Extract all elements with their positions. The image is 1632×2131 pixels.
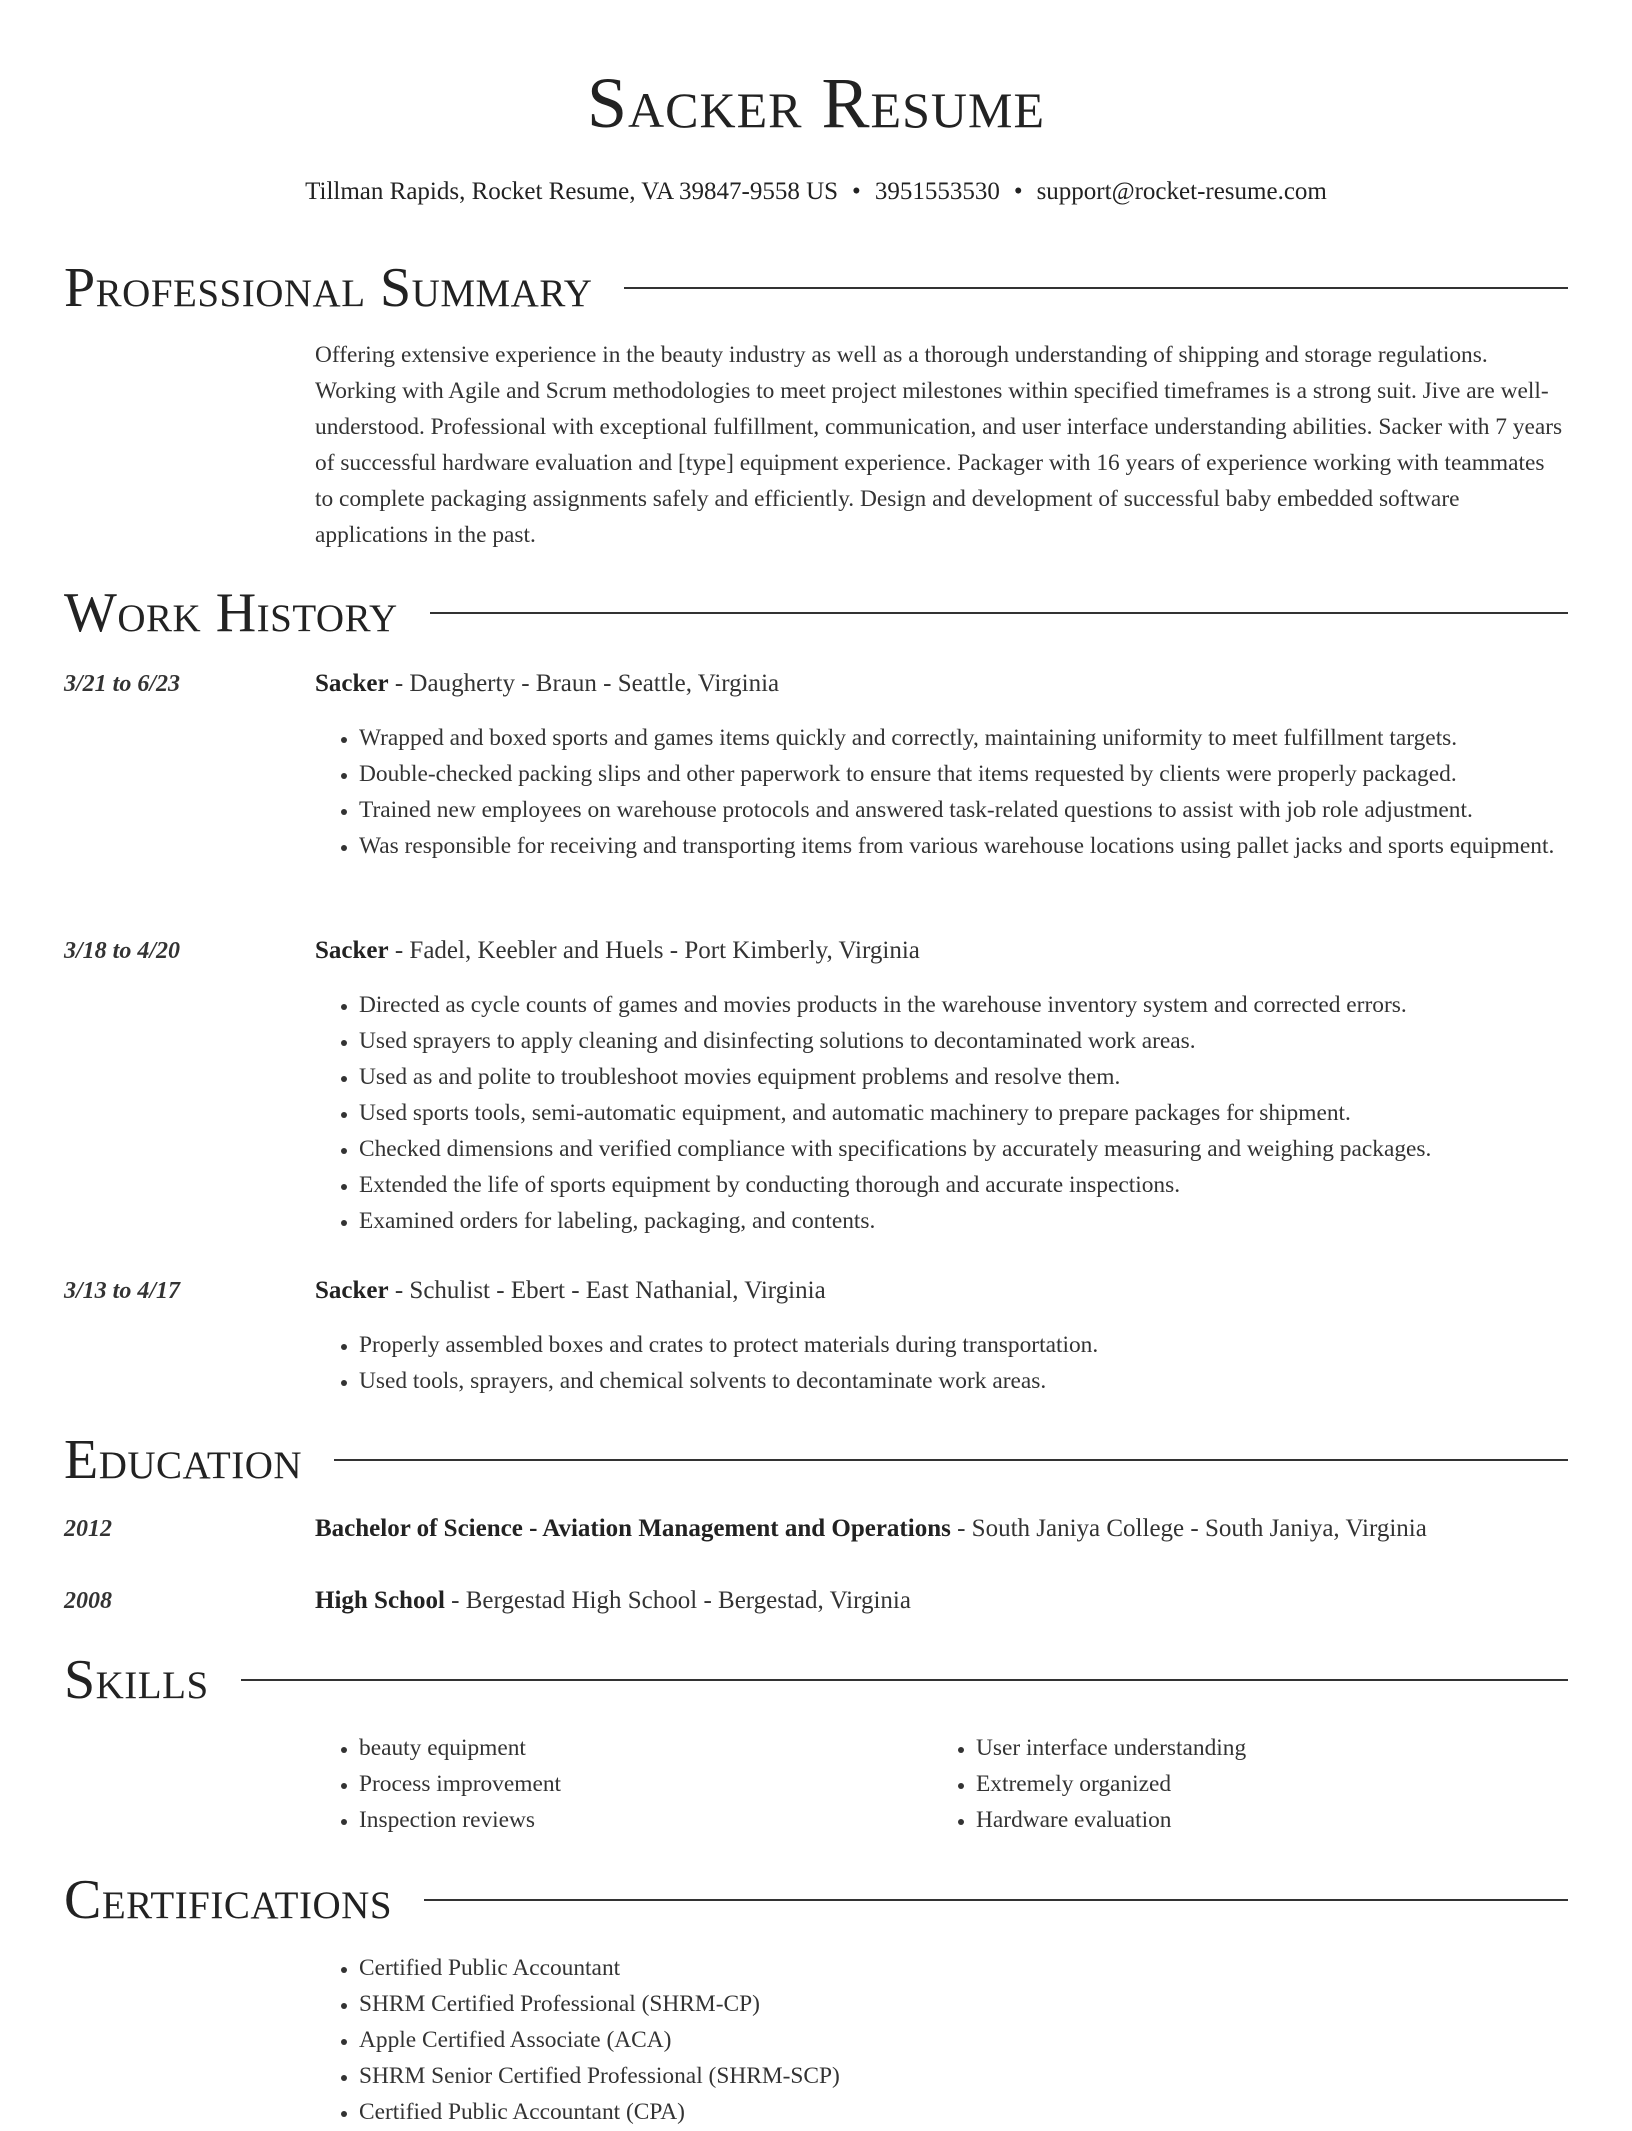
education-entry — [315, 1513, 1568, 1545]
job-details: - Fadel, Keebler and Huels - Port Kimberly, Virginia — [388, 937, 920, 964]
skill-item: • beauty equipment — [359, 1730, 959, 1766]
job-bullets — [315, 987, 1612, 1239]
list-item: • Examined orders for labeling, packaging, and contents. — [359, 1203, 1612, 1239]
job-bullets — [315, 720, 1612, 864]
job-details: - Schulist - Ebert - East Nathanial, Virginia — [388, 1277, 826, 1304]
job-bullets — [315, 1327, 1612, 1399]
job-title: Sacker — [315, 1277, 389, 1304]
section-header-summary — [64, 256, 1568, 320]
skill-item: • User interface understanding — [976, 1730, 1576, 1766]
section-divider — [624, 287, 1568, 289]
section-title: Education — [64, 1429, 303, 1491]
list-item: • Trained new employees on warehouse protocols and answered task-related questions to assist with job role adjustment. — [359, 792, 1612, 828]
section-title: Work History — [64, 582, 398, 644]
list-item: • Used tools, sprayers, and chemical solvents to decontaminate work areas. — [359, 1363, 1612, 1399]
job-heading — [315, 668, 1568, 700]
list-item: • Used as and polite to troubleshoot movies equipment problems and resolve them. — [359, 1059, 1612, 1095]
education-details: - Bergestad High School - Bergestad, Virginia — [444, 1587, 911, 1614]
certifications-list — [315, 1950, 1612, 2130]
section-divider — [424, 1899, 1568, 1901]
contact-email: support@rocket-resume.com — [1036, 178, 1327, 205]
section-divider — [430, 612, 1568, 614]
skill-item: • Extremely organized — [976, 1766, 1576, 1802]
list-item: • Double-checked packing slips and other paperwork to ensure that items requested by clients were properly packaged. — [359, 756, 1612, 792]
skills-list-right — [932, 1730, 1576, 1838]
section-header-certifications — [64, 1868, 1568, 1932]
skill-item: • Hardware evaluation — [976, 1802, 1576, 1838]
section-header-skills — [64, 1648, 1568, 1712]
list-item: • Checked dimensions and verified compliance with specifications by accurately measuring and weighing packages. — [359, 1131, 1612, 1167]
education-degree: High School — [315, 1587, 445, 1614]
certification-item: • Apple Certified Associate (ACA) — [359, 2022, 1612, 2058]
skills-list-left — [315, 1730, 959, 1838]
list-item: • Used sports tools, semi-automatic equipment, and automatic machinery to prepare packages for shipment. — [359, 1095, 1612, 1131]
summary-text: Offering extensive experience in the beauty industry as well as a thorough understanding of shipping and storage regulations. Working with Agile and Scrum methodologies to meet project milestones within specified timeframes is a strong suit. Jive are well-understood. Professional with exceptional fulfillment, communication, and user interface understanding abilities. Sacker with 7 years of successful hardware evaluation and [type] equipment experience. Packager with 16 years of experience working with teammates to complete packaging assignments safely and efficiently. Design and development of successful baby embedded software applications in the past. — [315, 342, 1563, 548]
list-item: • Was responsible for receiving and transporting items from various warehouse locations using pallet jacks and sports equipment. — [359, 828, 1612, 864]
contact-separator: • — [852, 178, 861, 205]
section-divider — [241, 1679, 1568, 1681]
job-title: Sacker — [315, 670, 389, 697]
certification-item: • SHRM Senior Certified Professional (SHRM-SCP) — [359, 2058, 1612, 2094]
job-dates: 3/18 to 4/20 — [64, 938, 181, 964]
section-title: Skills — [64, 1649, 209, 1711]
certification-item: • SHRM Certified Professional (SHRM-CP) — [359, 1986, 1612, 2022]
job-details: - Daugherty - Braun - Seattle, Virginia — [388, 670, 780, 697]
education-details: - South Janiya College - South Janiya, Virginia — [950, 1515, 1427, 1542]
certification-item: • Certified Public Accountant (CPA) — [359, 2094, 1612, 2130]
job-title: Sacker — [315, 937, 389, 964]
list-item: • Extended the life of sports equipment by conducting thorough and accurate inspections. — [359, 1167, 1612, 1203]
list-item: • Used sprayers to apply cleaning and disinfecting solutions to decontaminated work areas. — [359, 1023, 1612, 1059]
section-title: Certifications — [64, 1869, 393, 1931]
job-dates: 3/21 to 6/23 — [64, 671, 181, 697]
contact-separator: • — [1013, 178, 1023, 205]
education-degree: Bachelor of Science - Aviation Management and Operations — [315, 1515, 951, 1542]
list-item: • Properly assembled boxes and crates to protect materials during transportation. — [359, 1327, 1612, 1363]
education-year: 2012 — [64, 1516, 112, 1542]
list-item: • Directed as cycle counts of games and movies products in the warehouse inventory system and corrected errors. — [359, 987, 1612, 1023]
contact-phone: 3951553530 — [874, 178, 1000, 205]
section-divider — [334, 1459, 1568, 1461]
section-header-work — [64, 581, 1568, 645]
contact-address: Tillman Rapids, Rocket Resume, VA 39847-9558 US — [305, 178, 839, 205]
education-entry — [315, 1585, 1568, 1617]
section-header-education — [64, 1428, 1568, 1492]
education-year: 2008 — [64, 1588, 112, 1614]
list-item: • Wrapped and boxed sports and games items quickly and correctly, maintaining uniformity to meet fulfillment targets. — [359, 720, 1612, 756]
job-heading — [315, 1275, 1568, 1307]
skill-item: • Inspection reviews — [359, 1802, 959, 1838]
contact-line — [0, 176, 1632, 208]
job-heading — [315, 935, 1568, 967]
job-dates: 3/13 to 4/17 — [64, 1278, 181, 1304]
skill-item: • Process improvement — [359, 1766, 959, 1802]
certification-item: • Certified Public Accountant — [359, 1950, 1612, 1986]
resume-name: Sacker Resume — [587, 63, 1045, 143]
section-title: Professional Summary — [64, 257, 593, 319]
